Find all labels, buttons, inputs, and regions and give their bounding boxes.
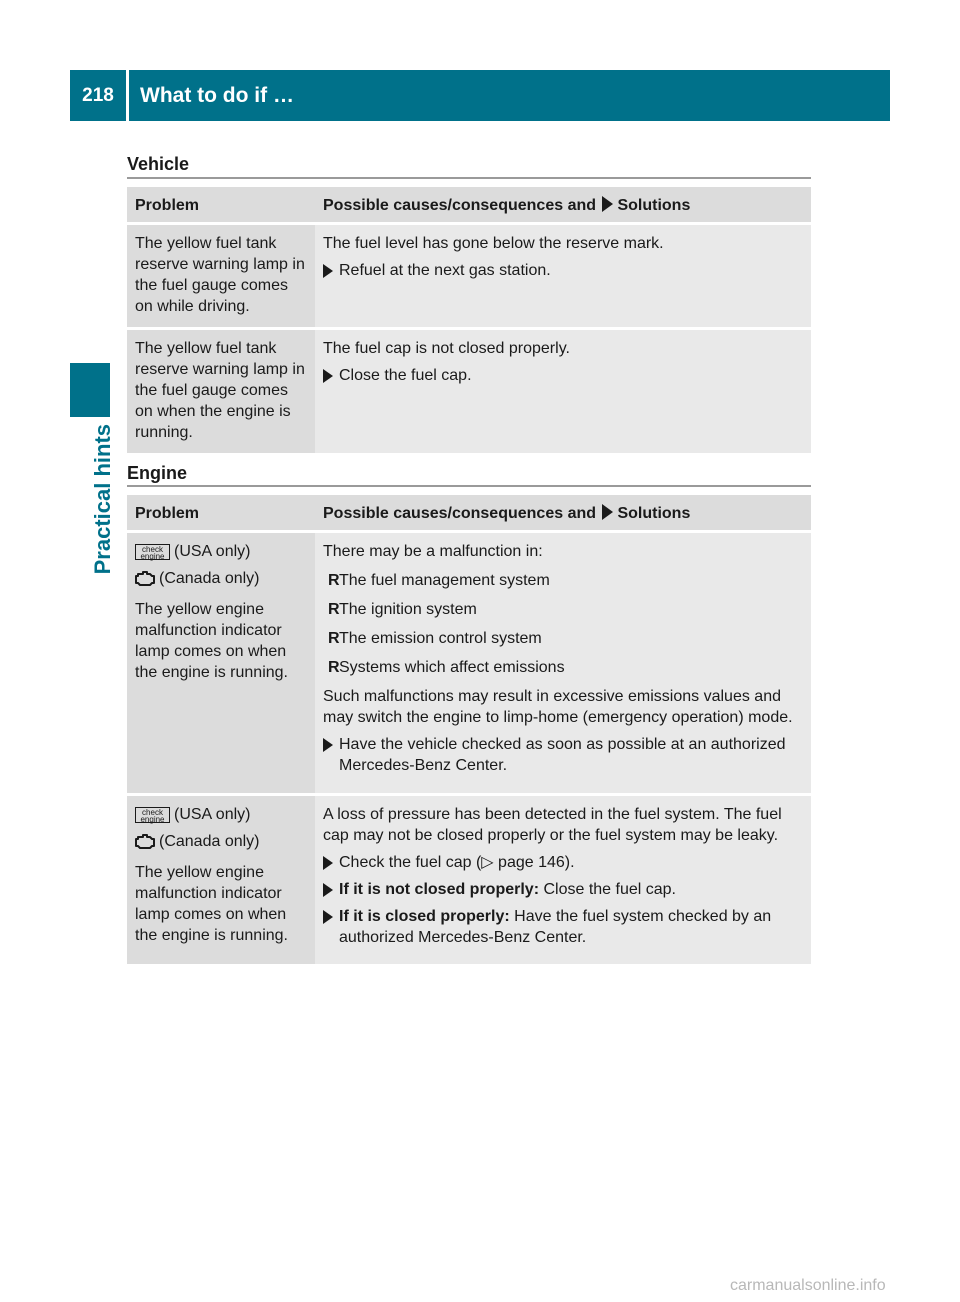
problem-text: The yellow engine malfunction indicator lamp comes on when the engine is running. [135,864,288,944]
solution-cell [315,330,811,453]
solution-cell [315,796,811,964]
solution-cell [315,533,811,793]
action-step: If it is closed properly: Have the fuel system checked by an authorized Mercedes-Benz Center. [323,906,805,948]
cause-intro: There may be a malfunction in: [323,543,543,560]
page-number: 218 [70,70,126,121]
cause-text: The fuel level has gone below the reserve mark. [323,235,664,252]
vehicle-table [127,184,811,456]
list-item: R The fuel management system [328,572,550,589]
action-arrow-icon [323,883,333,897]
footer-watermark: carmanualsonline.info [730,1277,886,1294]
action-arrow-icon [323,738,333,752]
solution-cell [315,225,811,327]
usa-only-label: (USA only) [174,543,251,560]
problem-column-header: Problem [127,187,315,222]
engine-icon [135,834,155,856]
action-arrow-icon [323,910,333,924]
check-engine-icon: check engine [135,807,170,823]
table-header-row [127,495,811,530]
solutions-header-suffix: Solutions [617,197,691,214]
page-reference-link[interactable]: ▷ page 146 [481,854,565,871]
action-arrow-icon [323,369,333,383]
side-chapter-label: Practical hints [90,424,115,575]
canada-indicator-line [135,831,308,856]
problem-column-header: Problem [127,495,315,530]
solutions-header-suffix: Solutions [617,505,691,522]
action-step [323,734,805,776]
problem-cell [127,533,315,793]
action-arrow-icon [323,264,333,278]
problem-text: The yellow engine malfunction indicator lamp comes on when the engine is running. [135,601,288,681]
solutions-column-header [315,187,811,222]
action-step: Check the fuel cap (▷ page 146). [323,852,805,873]
page-title: What to do if … [129,70,890,121]
engine-table [127,492,811,967]
engine-rule [127,485,811,487]
action-step [323,365,805,386]
check-engine-icon: check engine [135,544,170,560]
table-row [127,225,811,327]
canada-indicator-line [135,568,308,593]
consequence-text: Such malfunctions may result in excessive emissions values and may switch the engine to limp-home (emergency operation) mode. [323,688,793,726]
action-arrow-icon [602,504,613,520]
canada-only-label: (Canada only) [159,570,260,587]
action-step [323,260,805,281]
solutions-column-header [315,495,811,530]
engine-heading: Engine [127,463,188,483]
usa-only-label: (USA only) [174,806,251,823]
cause-text: The fuel cap is not closed properly. [323,340,570,357]
engine-icon [135,571,155,593]
vehicle-heading: Vehicle [127,154,190,174]
usa-indicator-line [135,541,308,562]
canada-only-label: (Canada only) [159,833,260,850]
side-tab-marker [70,363,110,417]
problem-cell: The yellow fuel tank reserve warning lamp in the fuel gauge comes on while driving. [127,225,315,327]
action-step-text: Close the fuel cap. [339,367,472,384]
vehicle-rule [127,177,811,179]
table-row [127,330,811,453]
list-item: R The emission control system [328,630,542,647]
action-step-text: Refuel at the next gas station. [339,262,551,279]
list-item: R Systems which affect emissions [328,659,565,676]
action-step: If it is not closed properly: Close the fuel cap. [323,879,805,900]
problem-cell: The yellow fuel tank reserve warning lamp in the fuel gauge comes on when the engine is running. [127,330,315,453]
table-header-row [127,187,811,222]
action-arrow-icon [323,856,333,870]
list-item: R The ignition system [328,601,477,618]
solutions-header-prefix: Possible causes/consequences and [323,505,597,522]
solutions-header-prefix: Possible causes/consequences and [323,197,597,214]
action-step-text: Have the vehicle checked as soon as possible at an authorized Mercedes-Benz Center. [339,736,786,774]
table-row [127,533,811,793]
table-row [127,796,811,964]
action-arrow-icon [602,196,613,212]
problem-cell [127,796,315,964]
usa-indicator-line [135,804,308,825]
cause-intro: A loss of pressure has been detected in the fuel system. The fuel cap may not be closed properly or the fuel system may be leaky. [323,806,782,844]
